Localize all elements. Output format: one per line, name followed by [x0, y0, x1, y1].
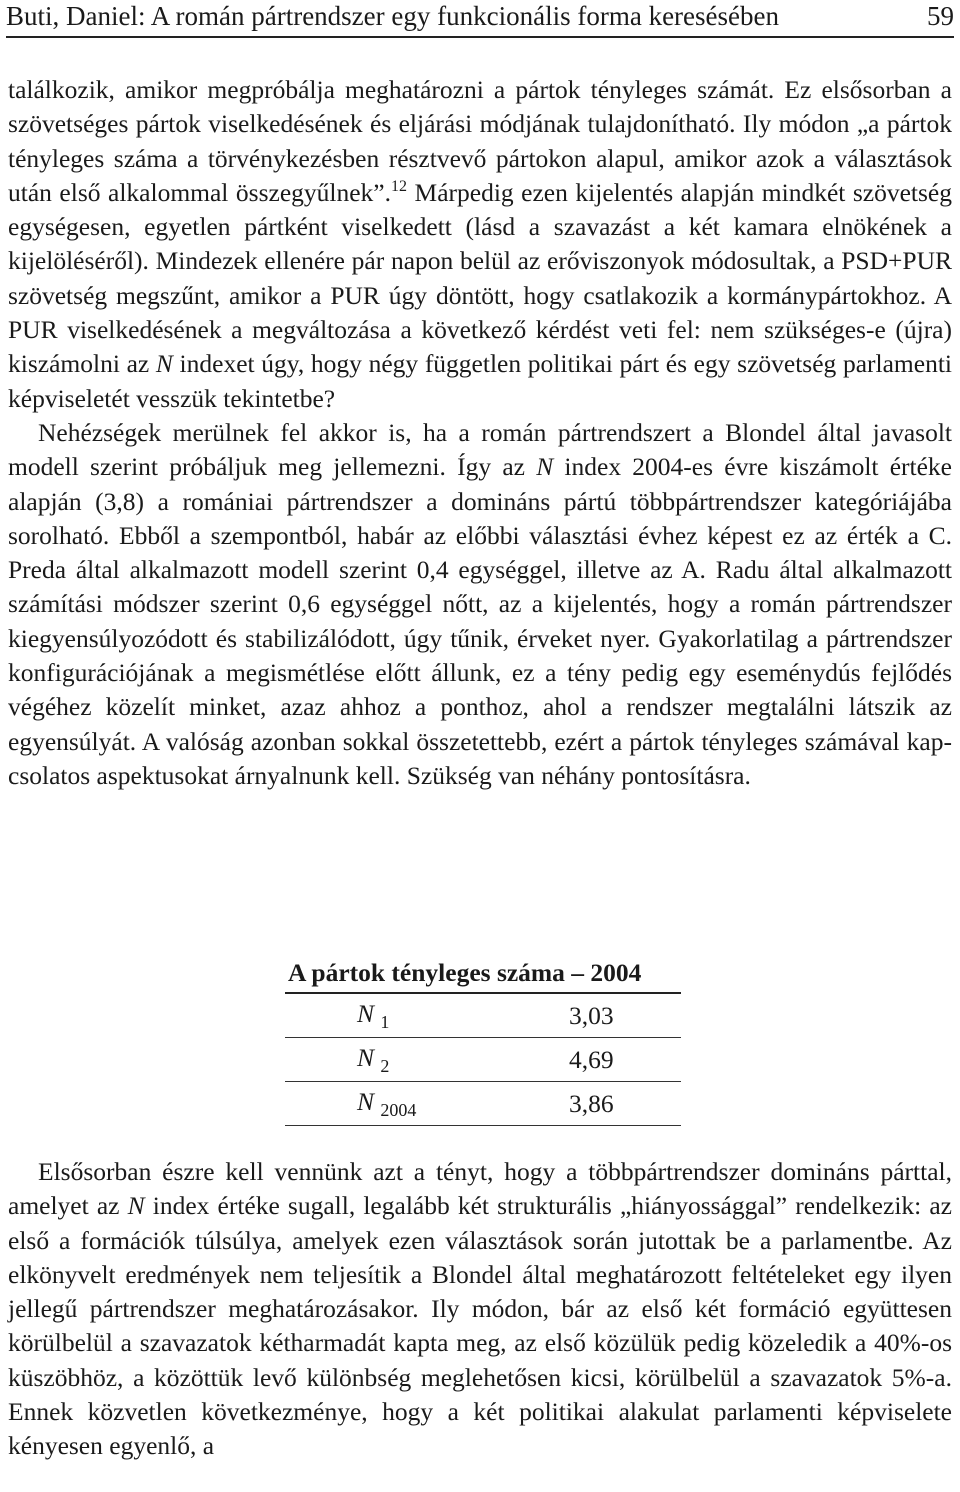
paragraph-3-part-1: Elsősorban észre kell vennünk azt a tényt, hogy a többpártrendszer domináns párttal, amelyet az	[8, 1157, 952, 1221]
table-symbol-cell: N $_1$	[285, 994, 517, 1038]
n-symbol: N	[127, 1191, 145, 1221]
running-header	[6, 0, 954, 38]
paragraph-2	[8, 416, 952, 793]
table-symbol-cell: N $_{2004}$	[285, 1082, 517, 1126]
paragraph-2-part-1: Nehézségek merülnek fel akkor is, ha a román pártrendszert a Blondel által javasolt modell szerint próbáljuk meg jellemezni. Így az	[8, 417, 952, 482]
table-symbol-cell: N $_2$	[285, 1038, 517, 1082]
n-symbol: N	[536, 452, 554, 482]
table-row	[285, 1082, 681, 1126]
footnote-reference[interactable]: 12	[391, 177, 407, 195]
body-text-lower	[8, 1155, 952, 1464]
paragraph-1-part-2: Márpedig ezen kijelentés alapján mindkét szövetség egységesen, egyetlen pártként viselkedett (lásd a szavazást a két kamara elnökének a kijelöléséről). Mindezek ellenére pár napon belül az erőviszonyok módosultak, a PSD+PUR szövetség megszűnt, amikor a PUR úgy döntött, hogy csatlakozik a kormánypártokhoz. A PUR viselkedésének a megváltozása a következő kérdést veti fel: nem szükséges-e (újra) kiszámolni az	[8, 177, 953, 379]
table-value-cell: 3,86	[517, 1082, 681, 1126]
table-value-cell: 4,69	[517, 1038, 681, 1082]
paragraph-1	[8, 73, 952, 416]
table-row	[285, 994, 681, 1038]
paragraph-3	[8, 1155, 952, 1464]
body-text-upper	[8, 73, 952, 793]
table-row	[285, 1038, 681, 1082]
n-symbol: N	[155, 349, 173, 379]
paragraph-2-part-2: index 2004-es évre kiszámolt értéke alapján (3,8) a romániai pártrendszer a domináns pártú többpártrendszer kategóriájába sorolható. Ebből a szempontból, habár az előbbi választási évhez képest ez az érték a C. Preda által alkalmazott modell szerint 0,4 egységgel, illetve az A. Radu által alkalmazott számítási módszer szerint 0,6 egységgel nőtt, az a kijelentés, hogy a román pártrendszer kiegyensúlyozódott és stabilizálódott, úgy tűnik, érveket nyer. Gyakorlatilag a pártrendszer konfigurációjának a megismétlése előtt állunk, ez a tény pedig egy eseménydús fejlődés végéhez közelít minket, azaz ahhoz a ponthoz, ahol a rendszer megtalálni látszik az egyensúlyát. A valóság azonban sokkal összetettebb, ezért a pártok tényleges számával kapcsolatos aspektusokat árnyalnunk kell. Szükség van néhány pontosításra.	[8, 452, 953, 790]
effective-parties-table	[285, 958, 681, 1126]
paragraph-1-part-1: találkozik, amikor megpróbálja meghatározni a pártok tényleges számát. Ez elsősorban a szövetséges pártok viselkedésének és eljárási módjának tulajdonítható. Ily módon „a pártok tényleges száma a törvénykezésben résztvevő pártokon alapul, amikor azok a választások után első alkalommal összegyűlnek”.	[8, 75, 952, 207]
paragraph-1-part-3: indexet úgy, hogy négy független politikai párt és egy szövetség parlamenti képviseletét vesszük tekintetbe?	[8, 349, 952, 413]
table-value-cell: 3,03	[517, 994, 681, 1038]
page-number: 59	[927, 1, 954, 31]
running-title: Buti, Daniel: A román pártrendszer egy funkcionális forma keresésében	[6, 1, 779, 31]
paragraph-3-part-2: index értéke sugall, legalább két strukturális „hiányossággal” rendelkezik: az első a formációk túlsúlya, amelyek ezen választások során jutottak be a parlamentbe. Az elkönyvelt eredmények nem teljesítik a Blondel által meghatározott feltételeket egy ilyen jellegű pártrendszer meghatározásakor. Ily módon, bár az első két formáció együttesen körülbelül a szavazatok kétharmadát kapta meg, az első közülük pedig közeledik a 40%-os küszöbhöz, a közöttük levő különbség meglehetősen kicsi, körülbelül a szavazatok 5%-a. Ennek közvetlen következménye, hogy a két politikai alakulat parlamenti képviselete kényesen egyenlő, a	[8, 1191, 952, 1461]
table-caption: A pártok tényleges száma – 2004	[285, 958, 681, 994]
